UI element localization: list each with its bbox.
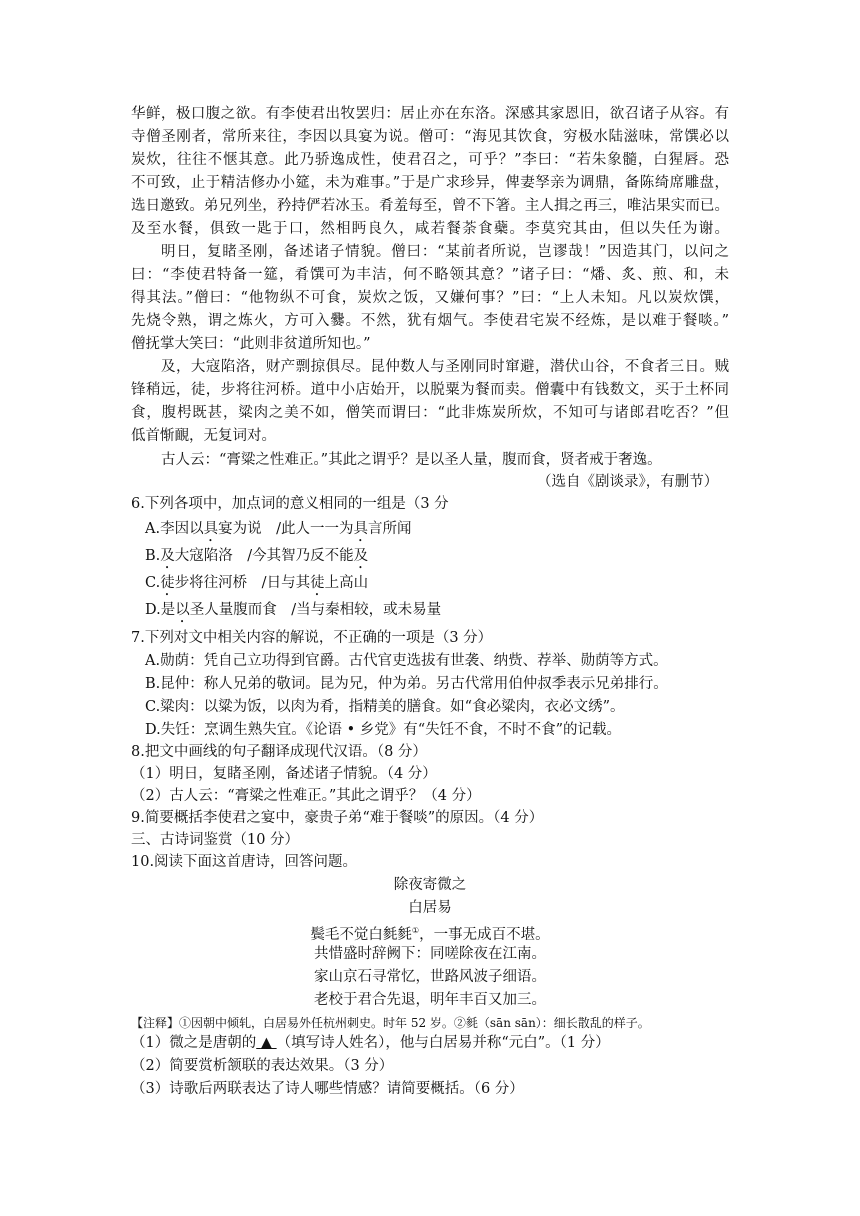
passage-line: 僧抚掌大笑曰：“此则非贫道所知也。” xyxy=(131,336,371,352)
passage-line: 选日邀致。弟兄列坐，矜持俨若冰玉。肴羞每至，曾不下箸。主人揖之再三，唯沾果实而已。 xyxy=(131,198,729,214)
question-6-option-d: D.是以圣人量腹而食 /当与秦相较，或未易量 xyxy=(145,602,442,618)
question-10-sub-1: （1）微之是唐朝的 ▲ （填写诗人姓名），他与白居易并称“元白”。（1 分） xyxy=(131,1035,610,1051)
passage-line: 得其法。”僧曰：“他物纵不可食，炭炊之饭，又嫌何事？”曰：“上人未知。凡以炭炊馔， xyxy=(131,290,729,306)
question-9-stem: 9.简要概括李使君之宴中，豪贵子弟“难于餐啖”的原因。（4 分） xyxy=(131,810,544,826)
passage-line: 华鲜，极口腹之欲。有李使君出牧罢归：居止亦在东洛。深感其家恩旧，欲召诸子从容。有 xyxy=(131,106,729,122)
passage-line: 不可致，止于精洁修办小筵，未为难事。”于是广求珍异，俾妻孥亲为调鼎，备陈绮席雕盘， xyxy=(131,175,729,191)
question-6-stem: 6.下列各项中，加点词的意义相同的一组是（3 分 xyxy=(131,496,449,512)
poem-author: 白居易 xyxy=(408,900,452,916)
passage-line: 及，大寇陷洛，财产剽掠俱尽。昆仲数人与圣刚同时窜避，潜伏山谷，不食者三日。贼 xyxy=(161,359,729,375)
poem-annotation: 【注释】①因朝中倾轧，白居易外任杭州刺史。时年 52 岁。②毵（sān sān）：细长散乱的样子。 xyxy=(131,1016,650,1030)
question-8-stem: 8.把文中画线的句子翻译成现代汉语。（8 分） xyxy=(131,744,427,760)
passage-line: 寺僧圣刚者，常所来往，李因以具宴为说。僧可：“海见其饮食，穷极水陆滋味，常馔必以 xyxy=(131,129,729,145)
question-10-sub-3: （3）诗歌后两联表达了诗人哪些情感？请简要概括。（6 分） xyxy=(131,1081,524,1097)
question-8-sub-2: （2）古人云：“膏粱之性难正。”其此之谓乎？（4 分） xyxy=(131,788,481,804)
passage-line: 炭炊，往往不惬其意。此乃骄逸成性，使君召之，可乎？”李曰：“若朱象髓，白猩唇。恐 xyxy=(131,152,729,168)
question-7-option-c: C.粱肉：以粱为饭，以肉为肴，指精美的膳食。如“食必粱肉，衣必文绣”。 xyxy=(145,699,625,715)
passage-line: 古人云：“膏粱之性难正。”其此之谓乎？是以圣人量，腹而食，贤者戒于奢逸。 xyxy=(161,452,662,468)
question-6-option-a: A.李因以具宴为说 /此人一一为具言所闻 xyxy=(145,521,412,537)
answer-blank: ▲ xyxy=(260,1035,272,1051)
question-7-option-d: D.失饪：烹调生熟失宜。《论语 • 乡党》有“失饪不食，不时不食”的记载。 xyxy=(145,722,622,738)
poem-line: 家山京石寻常忆，世路风波子细语。 xyxy=(314,969,546,985)
passage-line: 曰：“李使君特备一筵，肴馔可为丰洁，何不略领其意？”诸子曰：“燔、炙、煎、和，未 xyxy=(131,267,729,283)
poem-line: 老校于君合先退，明年丰百又加三。 xyxy=(314,992,546,1008)
section-heading: 三、古诗词鉴赏（10 分） xyxy=(131,832,300,848)
question-6-option-b: B.及大寇陷洛 /今其智乃反不能及 xyxy=(145,548,369,564)
question-7-option-a: A.勋荫：凭自己立功得到官爵。古代官吏选拔有世袭、纳赀、荐举、勋荫等方式。 xyxy=(145,653,668,669)
poem-line: 鬓毛不觉白毵毵①，一事无成百不堪。 xyxy=(310,926,550,943)
poem-line: 共惜盛时辞阙下：同嗟除夜在江南。 xyxy=(314,946,546,962)
passage-line: 先烧令熟，谓之炼火，方可入爨。不然，犹有烟气。李使君宅炭不经炼，是以难于餐啖。” xyxy=(131,313,729,329)
question-7-option-b: B.昆仲：称人兄弟的敬词。昆为兄，仲为弟。另古代常用伯仲叔季表示兄弟排行。 xyxy=(145,676,668,692)
passage-line: 及至水餐，俱致一匙于口，然相眄良久，咸若餐荼食蘗。李莫究其由，但以失任为谢。 xyxy=(131,221,729,237)
passage-line: 食，腹枵既甚，粱肉之美不如，僧笑而谓曰：“此非炼炭所炊，不知可与诸郎君吃否？”但 xyxy=(131,405,729,421)
passage-line: 锋稍远，徒，步将往河桥。道中小店始开，以脱粟为餐而卖。僧囊中有钱数文，买于土杯同 xyxy=(131,382,729,398)
question-10-stem: 10.阅读下面这首唐诗，回答问题。 xyxy=(131,854,358,870)
question-6-option-c: C.徒步将往河桥 /日与其徒上高山 xyxy=(145,575,369,591)
passage-line: 明日，复睹圣刚，备述诸子情貌。僧曰：“某前者所说，岂谬哉！”因造其门，以问之 xyxy=(161,244,729,260)
question-7-stem: 7.下列对文中相关内容的解说，不正确的一项是（3 分） xyxy=(131,630,493,646)
source-note: （选自《剧谈录》，有删节） xyxy=(537,474,719,490)
poem-title: 除夜寄微之 xyxy=(393,877,467,893)
question-10-sub-2: （2）简要赏析颔联的表达效果。（3 分） xyxy=(131,1058,394,1074)
question-8-sub-1: （1）明日，复睹圣刚，备述诸子情貌。（4 分） xyxy=(131,766,437,782)
passage-line: 低首惭靦，无复词对。 xyxy=(131,428,276,444)
